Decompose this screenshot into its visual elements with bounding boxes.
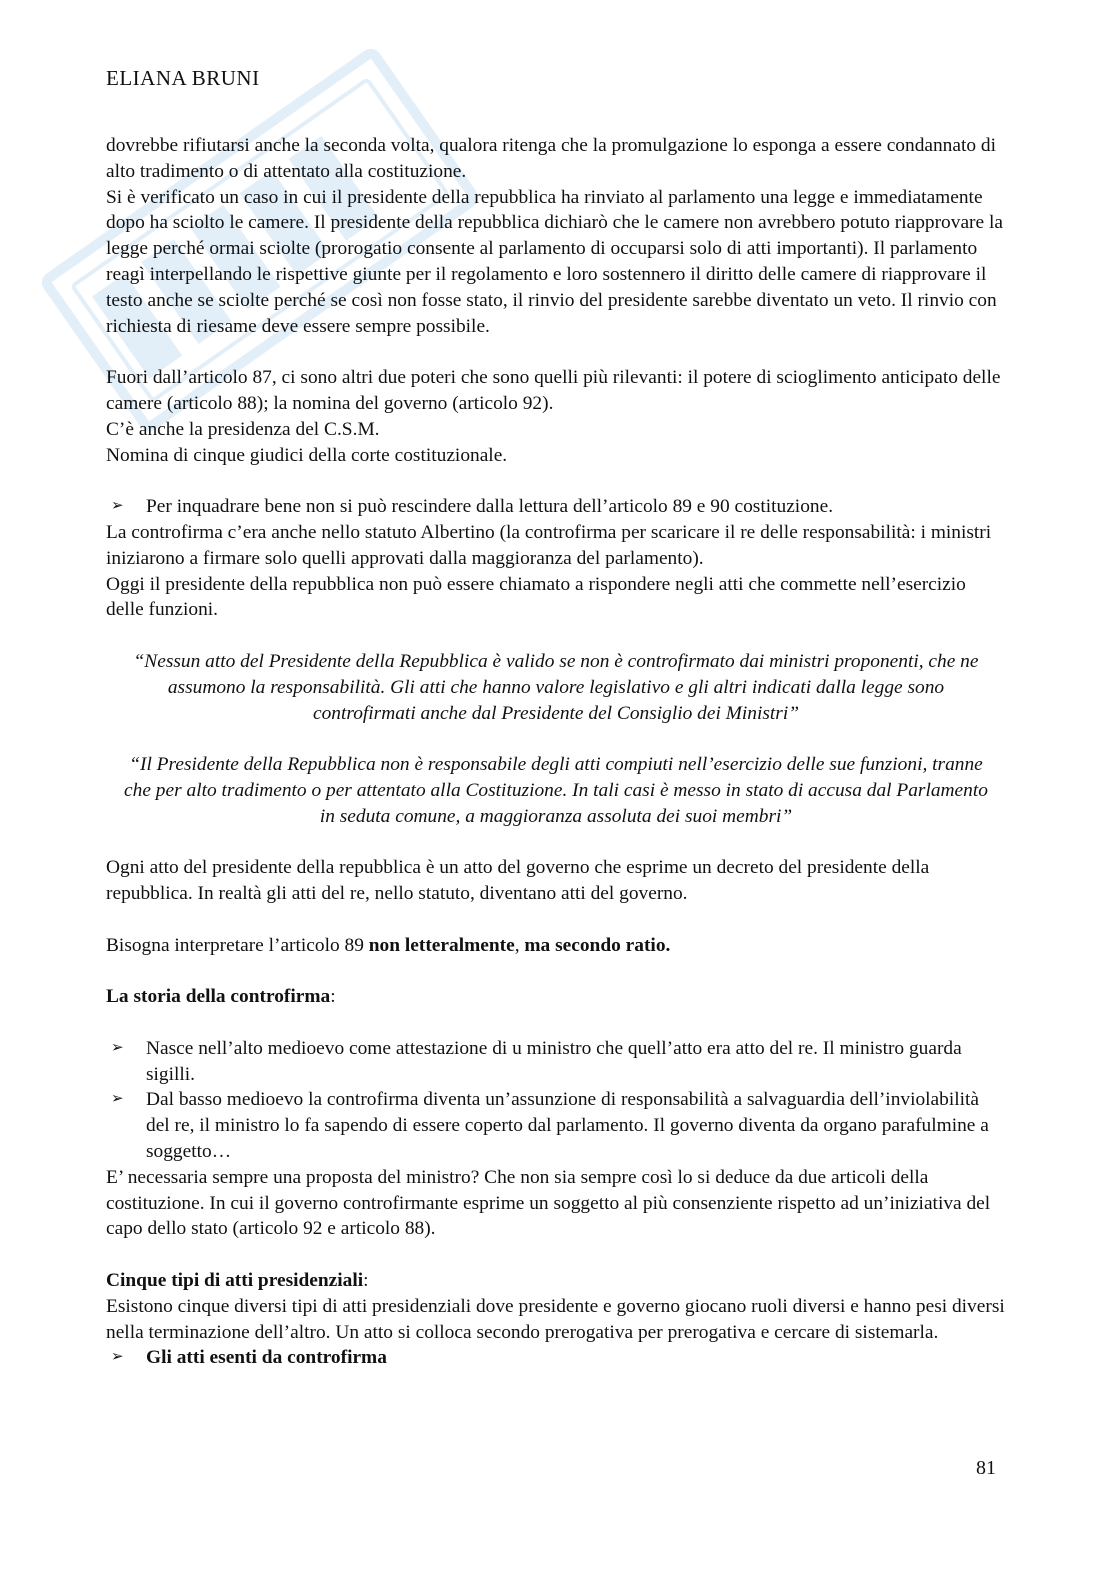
paragraph: E’ necessaria sempre una proposta del ministro? Che non sia sempre così lo si deduce da due articoli della costituzione. In cui il governo controfirmante esprime un soggetto al più consenziente rispetto ad un’iniziativa del capo dello stato (articolo 92 e articolo 88). (106, 1166, 991, 1240)
paragraph: Fuori dall’articolo 87, ci sono altri due poteri che sono quelli più rilevanti: il potere di scioglimento anticipato delle camere (articolo 88); la nomina del governo (articolo 92). (106, 367, 1001, 414)
paragraph: dovrebbe rifiutarsi anche la seconda volta, qualora ritenga che la promulgazione lo esponga a essere condannato di alto tradimento o di attentato alla costituzione. (106, 135, 996, 182)
body-text (106, 133, 1006, 1371)
paragraph: Ogni atto del presidente della repubblica è un atto del governo che esprime un decreto del presidente della repubblica. In realtà gli atti del re, nello statuto, diventano atti del governo. (106, 857, 930, 905)
bullet-item: ➢ Per inquadrare bene non si può rescindere dalla lettura dell’articolo 89 e 90 costituzione. (106, 494, 1006, 520)
section-heading: La storia della controfirma: (106, 986, 336, 1008)
arrow-bullet-icon: ➢ (111, 498, 124, 515)
quote-article-89: “Nessun atto del Presidente della Repubblica è valido se non è controfirmato dai ministri proponenti, che ne assumono la responsabilità. Gli atti che hanno valore legislativo e gli altri indicati dalla legge sono controfirmati anche dal Presidente del Consiglio dei Ministri” (133, 650, 979, 724)
paragraph: Oggi il presidente della repubblica non può essere chiamato a rispondere negli atti che commette nell’esercizio delle funzioni. (106, 573, 966, 621)
paragraph: La controfirma c’era anche nello statuto Albertino (la controfirma per scaricare il re delle responsabilità: i ministri iniziarono a firmare solo quelli approvati dalla maggioranza del parlamento). (106, 521, 992, 569)
arrow-bullet-icon: ➢ (111, 1039, 124, 1056)
page-number: 81 (976, 1457, 996, 1479)
quote-article-90: “Il Presidente della Repubblica non è responsabile degli atti compiuti nell’esercizio delle sue funzioni, tranne che per alto tradimento o per attentato alla Costituzione. In tali casi è messo in stato di accusa dal Parlamento in seduta comune, a maggioranza assoluta dei suoi membri” (124, 754, 988, 827)
paragraph: Bisogna interpretare l’articolo 89 non letteralmente, ma secondo ratio. (106, 934, 671, 956)
bullet-item: ➢ Gli atti esenti da controfirma (106, 1345, 1006, 1371)
paragraph: Nomina di cinque giudici della corte costituzionale. (106, 444, 508, 466)
paragraph: C’è anche la presidenza del C.S.M. (106, 418, 380, 440)
paragraph: Si è verificato un caso in cui il presidente della repubblica ha rinviato al parlamento una legge e immediatamente dopo ha sciolto le camere. Il presidente della repubblica dichiarò che le camere non avrebbero potuto riapprovare la legge perché ormai sciolte (prorogatio consente al parlamento di occuparsi solo di atti importanti). Il parlamento reagì interpellando le rispettive giunte per il regolamento e loro sostennero il diritto delle camere di riapprovare il testo anche se sciolte perché se così non fosse stato, il rinvio del presidente sarebbe diventato un veto. Il rinvio con richiesta di riesame deve essere sempre possibile. (106, 186, 1003, 337)
header-author: ELIANA BRUNI (106, 66, 260, 90)
arrow-bullet-icon: ➢ (111, 1349, 124, 1366)
section-heading: Cinque tipi di atti presidenziali: (106, 1270, 369, 1292)
arrow-bullet-icon: ➢ (111, 1091, 124, 1108)
bullet-item: ➢ Dal basso medioevo la controfirma diventa un’assunzione di responsabilità a salvaguardia dell’inviolabilità del re, il ministro lo fa sapendo di essere coperto dal parlamento. Il governo diventa da organo parafulmine a soggetto… (111, 1089, 989, 1163)
paragraph: Esistono cinque diversi tipi di atti presidenziali dove presidente e governo giocano ruoli diversi e hanno pesi diversi nella terminazione dell’altro. Un atto si colloca secondo prerogativa per prerogativa e cercare di sistemarla. (106, 1295, 1005, 1343)
bullet-item: ➢ Nasce nell’alto medioevo come attestazione di u ministro che quell’atto era atto del re. Il ministro guarda sigilli. (111, 1037, 962, 1085)
